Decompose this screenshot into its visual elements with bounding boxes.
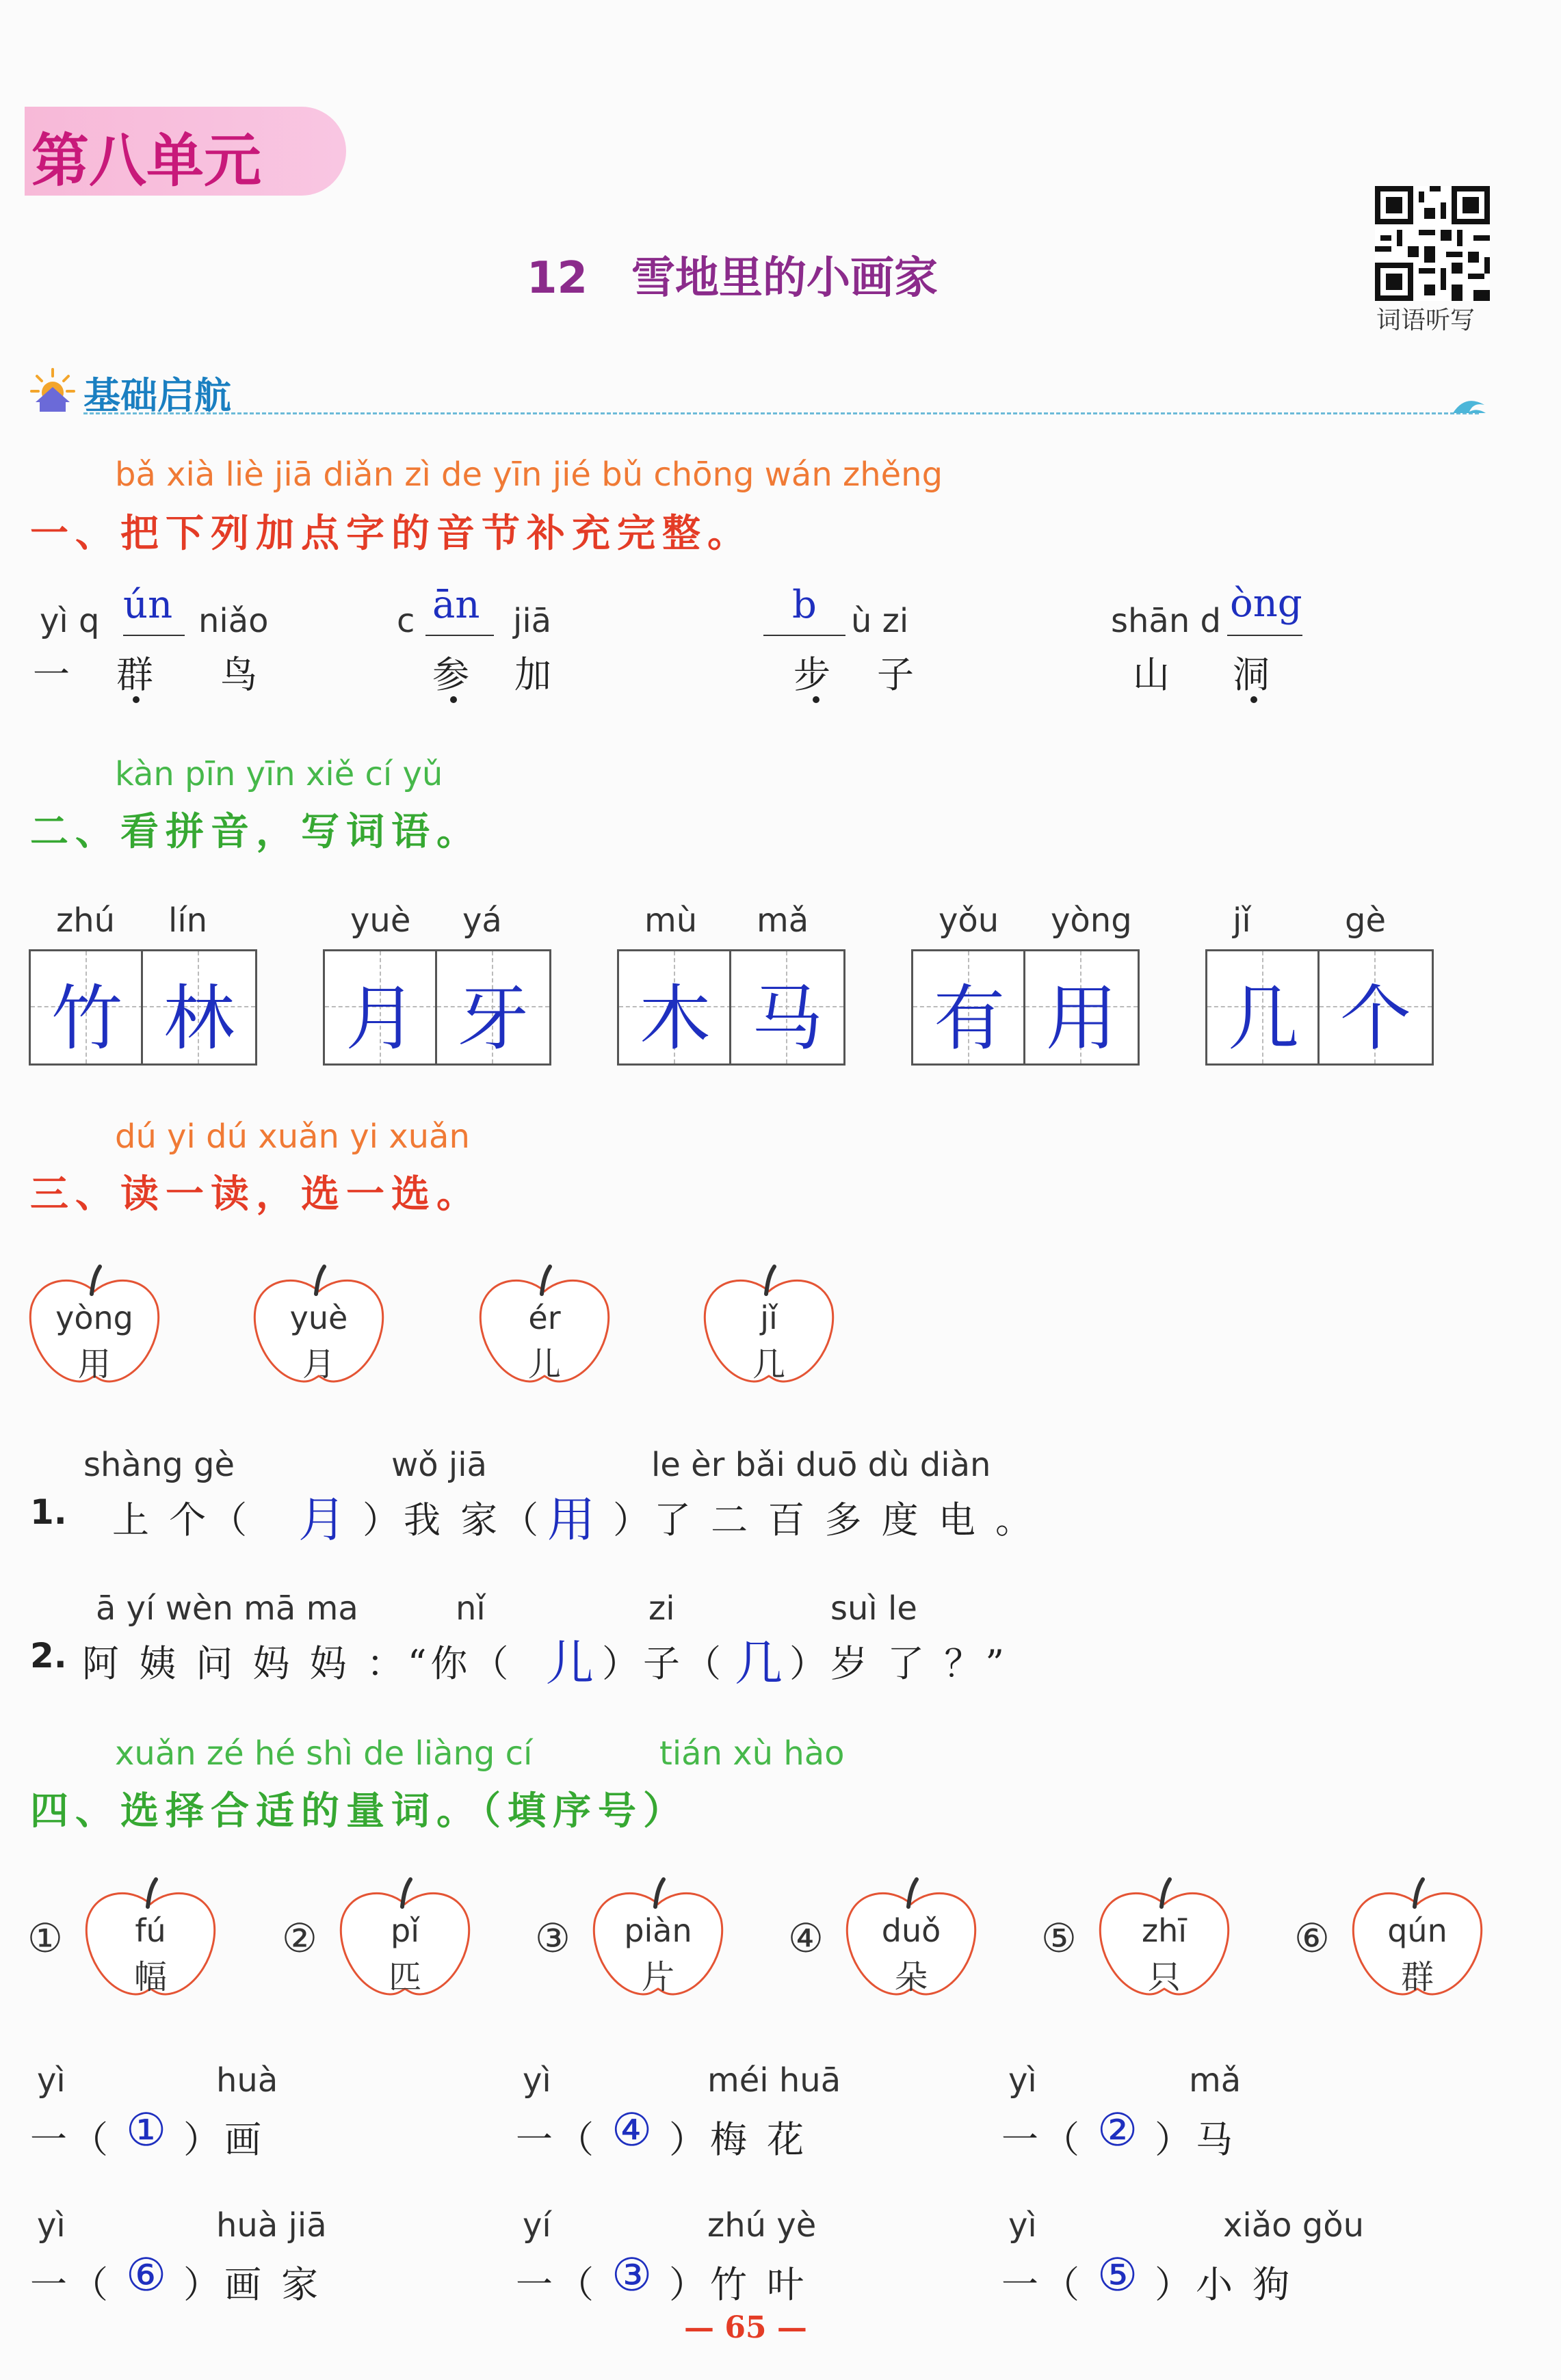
q3-apple-1[interactable] <box>26 1264 163 1386</box>
q1-item2-char2: 加 <box>514 653 555 696</box>
q3-s1-text2: ）我 家（ <box>363 1498 543 1542</box>
q4-instruction: 四、选择合适的量词。（填序号） <box>30 1788 688 1834</box>
q2-word4-pinyin2: yòng <box>1051 901 1132 940</box>
q2-word3-box2[interactable] <box>729 949 845 1066</box>
q4-r2c2-prefix: 一（ <box>516 2263 598 2306</box>
q4-apple1-hanzi: 幅 <box>133 1958 167 1996</box>
q3-apple-2[interactable] <box>250 1264 387 1386</box>
q2-word1-pinyin1: zhú <box>56 901 116 940</box>
q4-apple-6[interactable] <box>1349 1877 1486 1998</box>
q4-apple2-pinyin: pǐ <box>391 1912 419 1949</box>
q4-r2c1-pinyin2: huà jiā <box>216 2206 327 2245</box>
q4-r1c3-pinyin2: mǎ <box>1189 2061 1242 2100</box>
q4-apple4-pinyin: duǒ <box>881 1912 941 1949</box>
q4-r2c3-pinyin2: xiǎo gǒu <box>1223 2206 1365 2245</box>
emphasis-dot <box>1250 696 1257 703</box>
q3-apple-3[interactable] <box>476 1264 613 1386</box>
q2-word2-box1[interactable] <box>323 949 439 1066</box>
q1-item2-pinyin-right: jiā <box>513 602 552 640</box>
q3-s2-text2: ）子（ <box>602 1642 725 1685</box>
q2-word4-pinyin1: yǒu <box>939 901 999 940</box>
q4-apple6-hanzi: 群 <box>1400 1958 1434 1996</box>
q4-r1c2-answer[interactable]: ④ <box>612 2104 653 2156</box>
q4-r1c2-suffix: ）梅 花 <box>669 2118 809 2161</box>
q3-s1-number: 1. <box>30 1492 67 1532</box>
qr-caption: 词语听写 <box>1376 306 1475 334</box>
q3-s1-answer2[interactable]: 用 <box>547 1492 595 1548</box>
q3-s2-text1: 阿 姨 问 妈 妈 ：“你（ <box>82 1642 513 1685</box>
q4-option6-number: ⑥ <box>1294 1915 1330 1961</box>
q3-apple3-pinyin: ér <box>528 1299 561 1336</box>
q4-r2c1-answer[interactable]: ⑥ <box>126 2249 167 2301</box>
q3-apple1-pinyin: yòng <box>55 1299 133 1336</box>
q4-apple-2[interactable] <box>337 1877 473 1998</box>
q4-r1c1-prefix: 一（ <box>30 2118 112 2161</box>
q2-word5-box2[interactable] <box>1317 949 1434 1066</box>
q4-pinyin: xuǎn zé hé shì de liàng cí <box>115 1734 533 1773</box>
q4-r1c1-suffix: ）画 <box>183 2118 265 2161</box>
q2-instruction: 二、看拼音，写词语。 <box>30 809 482 854</box>
q4-r2c3-suffix: ）小 狗 <box>1155 2263 1294 2306</box>
q4-pinyin2: tián xù hào <box>659 1734 845 1773</box>
q1-item1-pinyin-right: niǎo <box>198 602 269 640</box>
q3-s1-pinyin1: shàng gè <box>83 1446 235 1484</box>
q2-word5-pinyin2: gè <box>1345 901 1386 940</box>
q2-pinyin: kàn pīn yīn xiě cí yǔ <box>115 755 443 793</box>
q1-item2-pinyin-left: c <box>397 602 415 640</box>
wave-icon <box>1450 390 1491 420</box>
q4-r2c3-prefix: 一（ <box>1001 2263 1084 2306</box>
q1-item2-answer[interactable]: ān <box>432 583 480 627</box>
q4-r2c1-suffix: ）画 家 <box>183 2263 323 2306</box>
q1-instruction: 一、把下列加点字的音节补充完整。 <box>30 511 752 556</box>
q2-word1-box1[interactable] <box>29 949 145 1066</box>
q3-s1-answer1[interactable]: 月 <box>298 1492 346 1548</box>
q4-apple-1[interactable] <box>82 1877 219 1998</box>
q2-word4-char2: 用 <box>1045 977 1117 1060</box>
q3-apple-4[interactable] <box>700 1264 837 1386</box>
q4-r1c2-pinyin2: méi huā <box>707 2061 841 2100</box>
q4-apple3-pinyin: piàn <box>624 1912 692 1949</box>
q4-option3-number: ③ <box>535 1915 570 1961</box>
q1-item1-char3: 鸟 <box>220 653 261 696</box>
q3-apple3-hanzi: 儿 <box>527 1345 561 1384</box>
q3-s2-pinyin2: nǐ <box>456 1589 486 1628</box>
q4-r1c3-suffix: ）马 <box>1155 2118 1237 2161</box>
q4-option1-number: ① <box>27 1915 63 1961</box>
q3-apple4-hanzi: 几 <box>752 1345 785 1384</box>
q1-item1-char2: 群 <box>116 653 157 696</box>
q2-word3-char2: 马 <box>751 977 823 1060</box>
q4-r2c2-pinyin1: yí <box>523 2206 551 2245</box>
q3-s2-number: 2. <box>30 1636 67 1676</box>
q3-apple1-hanzi: 用 <box>77 1345 111 1384</box>
q2-word5-pinyin1: jǐ <box>1233 901 1251 940</box>
q4-r1c1-answer[interactable]: ① <box>126 2104 167 2156</box>
q4-r2c2-pinyin2: zhú yè <box>707 2206 817 2245</box>
q1-item1-answer[interactable]: ún <box>123 583 173 627</box>
q2-word1-char1: 竹 <box>51 977 122 1060</box>
q4-r1c1-pinyin2: huà <box>216 2061 278 2100</box>
q3-s2-pinyin3: zi <box>648 1589 675 1628</box>
q4-apple5-hanzi: 只 <box>1147 1958 1181 1996</box>
q2-word5-box1[interactable] <box>1205 949 1322 1066</box>
q3-s1-pinyin2: wǒ jiā <box>391 1446 487 1484</box>
q1-item4-answer[interactable]: òng <box>1230 581 1302 626</box>
q4-apple4-hanzi: 朵 <box>894 1958 928 1996</box>
q2-word4-box2[interactable] <box>1023 949 1140 1066</box>
qr-code-icon[interactable] <box>1375 186 1490 301</box>
q4-apple-4[interactable] <box>843 1877 980 1998</box>
q4-r1c3-pinyin1: yì <box>1008 2061 1037 2100</box>
q4-r2c1-pinyin1: yì <box>37 2206 66 2245</box>
emphasis-dot <box>133 696 140 703</box>
q2-word5-char2: 个 <box>1339 977 1411 1060</box>
q2-word1-char2: 林 <box>163 977 235 1060</box>
q1-item4-pinyin-left: shān d <box>1111 602 1221 640</box>
page-number: — 65 — <box>684 2310 807 2345</box>
emphasis-dot <box>450 696 457 703</box>
q3-instruction: 三、读一读，选一选。 <box>30 1172 482 1217</box>
section-divider <box>83 412 1479 414</box>
q4-r1c2-pinyin1: yì <box>523 2061 551 2100</box>
q4-r1c2-prefix: 一（ <box>516 2118 598 2161</box>
q3-s1-text3: ）了 二 百 多 度 电 。 <box>613 1498 1036 1542</box>
q4-r2c2-answer[interactable]: ③ <box>612 2249 653 2301</box>
q3-s1-text1: 上 个（ <box>112 1498 252 1542</box>
q1-item4-char1: 山 <box>1133 653 1174 696</box>
q1-item3-pinyin-right: ù zi <box>851 602 909 640</box>
q4-apple3-hanzi: 片 <box>641 1958 674 1996</box>
q1-item1-char1: 一 <box>33 653 74 696</box>
q4-apple2-hanzi: 匹 <box>388 1958 421 1996</box>
section-title: 基础启航 <box>83 374 231 417</box>
q4-r2c3-pinyin1: yì <box>1008 2206 1037 2245</box>
q2-word1-box2[interactable] <box>141 949 257 1066</box>
q4-r2c3-answer[interactable]: ⑤ <box>1097 2249 1138 2301</box>
q2-word4-char1: 有 <box>933 977 1005 1060</box>
q2-word2-pinyin2: yá <box>462 901 502 940</box>
unit-title: 第八单元 <box>31 127 262 194</box>
q2-word5-char1: 几 <box>1227 977 1299 1060</box>
q2-word3-pinyin2: mǎ <box>757 901 809 940</box>
q1-item3-char1: 步 <box>793 653 835 696</box>
q2-word2-box2[interactable] <box>435 949 551 1066</box>
q4-apple-5[interactable] <box>1096 1877 1233 1998</box>
q4-option5-number: ⑤ <box>1041 1915 1077 1961</box>
q3-s2-pinyin4: suì le <box>830 1589 917 1628</box>
q2-word3-box1[interactable] <box>617 949 733 1066</box>
q3-pinyin: dú yi dú xuǎn yi xuǎn <box>115 1118 470 1156</box>
lesson-title: 12 雪地里的小画家 <box>527 253 939 304</box>
q4-option4-number: ④ <box>788 1915 824 1961</box>
q4-apple6-pinyin: qún <box>1387 1912 1447 1949</box>
q3-apple4-pinyin: jǐ <box>760 1299 778 1336</box>
q2-word2-char2: 牙 <box>457 977 529 1060</box>
q4-r1c3-prefix: 一（ <box>1001 2118 1084 2161</box>
q4-option2-number: ② <box>282 1915 317 1961</box>
q1-item3-answer[interactable]: b <box>792 583 817 627</box>
q3-s2-pinyin1: ā yí wèn mā ma <box>96 1589 358 1628</box>
emphasis-dot <box>813 696 819 703</box>
q1-pinyin: bǎ xià liè jiā diǎn zì de yīn jié bǔ chōng wán zhěng <box>115 455 943 494</box>
q4-apple1-pinyin: fú <box>135 1912 166 1949</box>
q4-r1c1-pinyin1: yì <box>37 2061 66 2100</box>
q2-word3-char1: 木 <box>639 977 711 1060</box>
q3-s2-text3: ）岁 了 ？” <box>789 1642 1008 1685</box>
q4-r2c2-suffix: ）竹 叶 <box>669 2263 809 2306</box>
q1-item2-char1: 参 <box>432 653 473 696</box>
sun-house-icon <box>29 367 77 414</box>
q4-r1c3-answer[interactable]: ② <box>1097 2104 1138 2156</box>
q4-apple-3[interactable] <box>590 1877 726 1998</box>
q2-word4-box1[interactable] <box>911 949 1027 1066</box>
q2-word1-pinyin2: lín <box>168 901 208 940</box>
q4-apple5-pinyin: zhī <box>1141 1912 1188 1949</box>
q2-word3-pinyin1: mù <box>644 901 698 940</box>
q3-s2-answer1[interactable]: 儿 <box>546 1635 594 1691</box>
q3-apple2-hanzi: 月 <box>302 1345 335 1384</box>
q3-s2-answer2[interactable]: 几 <box>735 1635 783 1691</box>
q1-item1-pinyin-left: yì q <box>40 602 100 640</box>
q2-word2-char1: 月 <box>345 977 417 1060</box>
q3-s1-pinyin3: le èr bǎi duō dù diàn <box>651 1446 991 1484</box>
q1-item4-char2: 洞 <box>1233 653 1274 696</box>
q4-r2c1-prefix: 一（ <box>30 2263 112 2306</box>
q3-apple2-pinyin: yuè <box>289 1299 348 1336</box>
q2-word2-pinyin1: yuè <box>350 901 411 940</box>
q1-item3-char2: 子 <box>877 653 918 696</box>
